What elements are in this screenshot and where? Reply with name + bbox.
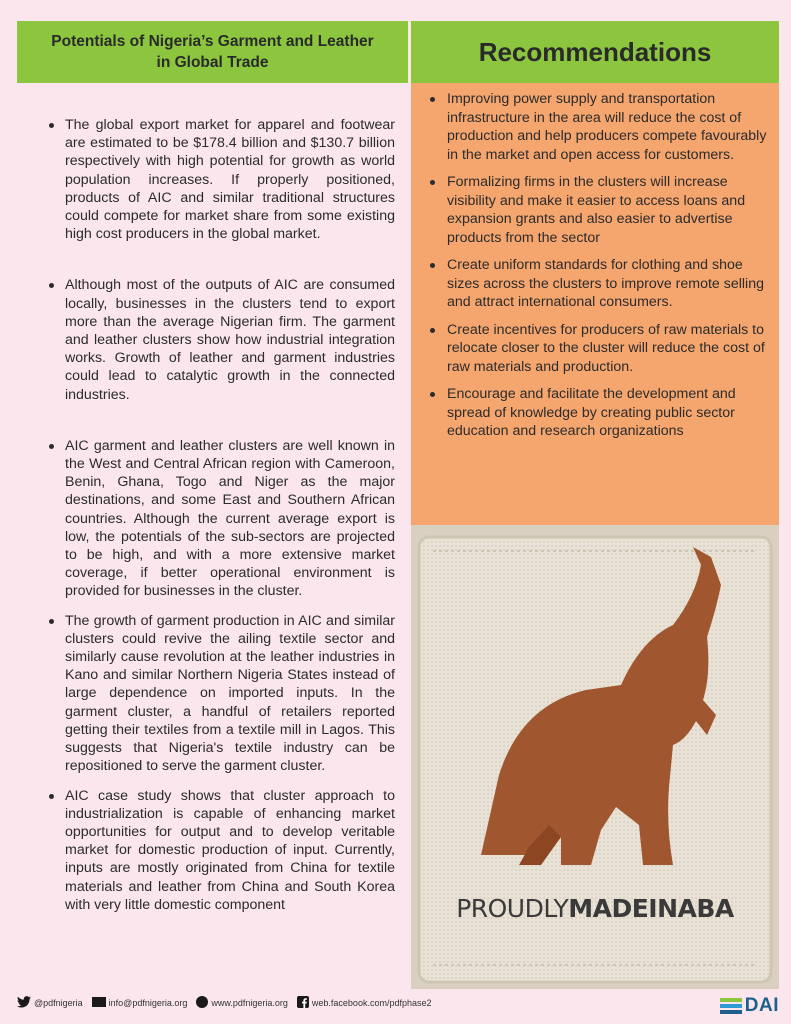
list-item: Although most of the outputs of AIC are consumed locally, businesses in the clusters tend to export more than the average Nigerian firm. The garment and leather clusters show how industrial integration works. Growth of leather and garment industries could lead to catalytic growth in the connected industries. [65, 277, 395, 403]
footer-facebook-url: web.facebook.com/pdfphase2 [311, 998, 432, 1008]
left-section-body [17, 83, 408, 914]
dai-logo [720, 995, 779, 1017]
footer-facebook[interactable] [297, 996, 432, 1010]
list-item: The global export market for apparel and footwear are estimated to be $178.4 billion and $130.7 billion respectively with high potential for growth as world population increases. If properly positioned, products of AIC and similar traditional structures could compete for market share from some existing high cost producers in the global market. [65, 117, 395, 243]
footer-email[interactable] [92, 997, 188, 1009]
list-item: Formalizing firms in the clusters will increase visibility and make it easier to access loans and expansion grants and also easier to advertise products from the sector [447, 173, 767, 247]
left-column [17, 21, 408, 989]
list-item: Improving power supply and transportation infrastructure in the area will reduce the cost of production and help producers compete favourably in the market and open access for customers. [447, 91, 767, 163]
dai-logo-text: DAI [744, 995, 779, 1016]
list-item: Encourage and facilitate the development and spread of knowledge by creating public sector education and research organizations [447, 385, 767, 441]
footer-twitter-handle: @pdfnigeria [34, 998, 83, 1008]
twitter-icon [17, 996, 31, 1010]
recommendations-box [411, 83, 779, 525]
list-item: AIC case study shows that cluster approach to industrialization is capable of enhancing market opportunities for output and to develop veritable market for domestic production of input. Currently, inputs are mostly originated from China for textile materials and leather from China and South Korea with very little domestic component [65, 787, 395, 913]
globe-icon [196, 996, 208, 1010]
right-column [411, 21, 779, 989]
list-item: Create incentives for producers of raw materials to relocate closer to the cluster will reduce the cost of raw materials and production. [447, 321, 767, 377]
recommendations-title: Recommendations [411, 21, 779, 83]
recommendations-list [447, 90, 767, 441]
list-item: AIC garment and leather clusters are well known in the West and Central African region with Cameroon, Benin, Ghana, Togo and Niger as the major destinations, and some East and Southern African countries. Although the current average export is low, the potentials of the sub-sectors are projected to be high, and with a more extensive market coverage, if better operational environment is provided for businesses in the cluster. [65, 437, 395, 600]
footer-website[interactable] [196, 996, 288, 1010]
aba-bag-illustration [411, 525, 779, 989]
photo-brand-text: PROUDLYMADEINABA [456, 894, 734, 923]
footer [17, 992, 779, 1014]
email-icon [92, 997, 106, 1009]
list-item: The growth of garment production in AIC and similar clusters could revive the ailing textile sector and similarly cause revolution at the leather industries in Kano and similar Northern Nigeria States instead of large dependence on imported inputs. In the garment cluster, a handful of retailers reported getting their textiles from a textile mill in Lagos. This suggests that Nigeria's textile industry can be repositioned to serve the garment cluster. [65, 612, 395, 775]
list-item: Create uniform standards for clothing and shoe sizes across the clusters to improve remote selling and attract international consumers. [447, 256, 767, 312]
potentials-list [45, 116, 395, 914]
left-section-title: Potentials of Nigeria’s Garment and Leather in Global Trade [17, 21, 408, 83]
proudly-made-in-aba-photo [411, 525, 779, 989]
facebook-icon [297, 996, 309, 1010]
footer-email-address: info@pdfnigeria.org [108, 998, 188, 1008]
footer-twitter[interactable] [17, 996, 83, 1010]
dai-stripes-icon [720, 998, 742, 1014]
footer-website-url: www.pdfnigeria.org [211, 998, 288, 1008]
